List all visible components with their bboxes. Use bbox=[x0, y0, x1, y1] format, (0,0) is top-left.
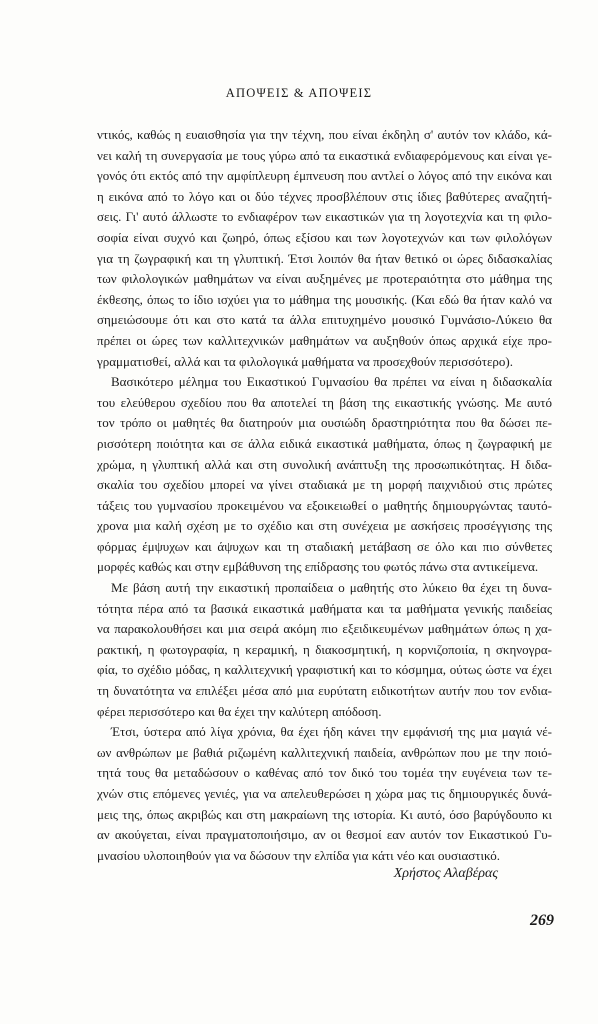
text-line: χνών στις επόμενες γενιές, για να απελευθερώσει η χώρα μας τις δημιουργικές δυνά- bbox=[97, 786, 552, 801]
text-line: τητά τους θα μεταδώσουν ο καθένας από τον δικό του τομέα την ευγένεια των τε- bbox=[97, 765, 552, 781]
text-line: μνασίου υλοποιηθούν για να δώσουν την ελπίδα για κάτι νέο και ουσιαστικό. bbox=[97, 847, 500, 863]
text-line: φόρμας έμψυχων και άψυχων και τη σταδιακή μετάβαση σε όλο και πιο σύνθετες bbox=[97, 538, 552, 554]
article-body bbox=[97, 125, 552, 866]
paragraph bbox=[97, 578, 552, 722]
text-line: φέρει περισσότερο και θα έχει την καλύτερη απόδοση. bbox=[97, 703, 382, 719]
text-line: τάξεις του γυμνασίου προκειμένου να εξοικειωθεί ο μαθητής δημιουργώντας ταυτό- bbox=[97, 497, 552, 513]
paragraph bbox=[97, 372, 552, 578]
text-line: νει καλή τη συνεργασία με τους γύρω από τα εικαστικά ενδιαφερόμενους και είναι γε- bbox=[97, 147, 552, 163]
text-line: του ελεύθερου σχεδίου που θα αποτελεί τη βάση της εικαστικής γνώσης. Με αυτό bbox=[97, 394, 552, 410]
text-line: Βασικότερο μέλημα του Εικαστικού Γυμνασίου θα πρέπει να είναι η διδασκαλία bbox=[111, 374, 552, 390]
text-line: ρισσότερη ποιότητα και σε άλλα ειδικά εικαστικά μαθήματα, όπως η ζωγραφική με bbox=[97, 435, 552, 451]
text-line: τον τρόπο οι μαθητές θα διατηρούν μια ουσιώδη δραστηριότητα που θα δώσει πε- bbox=[97, 415, 552, 431]
text-line: ντικός, καθώς η ευαισθησία για την τέχνη, που είναι έκδηλη σ' αυτόν τον κλάδο, κά- bbox=[97, 127, 552, 142]
text-line: έκθεσης, όπως το ίδιο ισχύει για το μάθημα της μουσικής. (Και εδώ θα ήταν καλό να bbox=[97, 291, 552, 307]
text-line: μορφές καθώς και στην εμβάθυνση της επίδρασης του φωτός πάνω στα αντικείμενα. bbox=[97, 559, 539, 575]
text-line: γραμματισθεί, αλλά και τα φιλολογικά μαθήματα να προσεχθούν περισσότερο). bbox=[97, 353, 513, 369]
text-line: σεις. Γι' αυτό άλλωστε το ενδιαφέρον των εικαστικών για τη λογοτεχνία και τη φιλο- bbox=[97, 209, 552, 225]
text-line: Έτσι, ύστερα από λίγα χρόνια, θα έχει ήδη κάνει την εμφάνισή της μια μαγιά νέ- bbox=[111, 724, 552, 740]
text-line: Με βάση αυτή την εικαστική προπαίδεια ο μαθητής στο λύκειο θα έχει τη δυνα- bbox=[111, 580, 552, 596]
text-line: μεις της, όπως ακριβώς και στη μακραίωνη της ιστορία. Κι αυτό, όσο βαρύγδουπο κι bbox=[97, 806, 552, 822]
text-line: φία, το σχέδιο μόδας, η καλλιτεχνική γραφιστική και το κόσμημα, ούτως ώστε να έχει bbox=[97, 662, 552, 678]
text-line: να παρακολουθήσει και μια σειρά ακόμη πιο εξειδικευμένων μαθημάτων όπως η χα- bbox=[97, 621, 552, 637]
text-line: η εικόνα από το λόγο και οι δύο τέχνες προσβλέπουν στις ίδιες βαθύτερες αναζητή- bbox=[97, 188, 552, 204]
text-line: σκαλία του σχεδίου μπορεί να γίνει σταδιακά με τη μορφή παιχνιδιού στις πρώτες bbox=[97, 477, 552, 493]
text-line: ρακτική, η φωτογραφία, η κεραμική, η διακοσμητική, η κορνιζοποιία, η σκηνογρα- bbox=[97, 641, 552, 657]
text-line: χρώμα, η γλυπτική αλλά και στη συνολική ανάπτυξη της προσωπικότητας. Η διδα- bbox=[97, 456, 552, 472]
text-line: σοφία είναι συχνό και ζωηρό, όπως εξίσου και των λογοτεχνών και των φιλολόγων bbox=[97, 229, 552, 245]
text-line: πρέπει οι ώρες των καλλιτεχνικών μαθημάτων να αυξηθούν όπως αρχικά είχε προ- bbox=[97, 332, 552, 348]
running-header: ΑΠΟΨΕΙΣ & ΑΠΟΨΕΙΣ bbox=[225, 86, 373, 100]
text-line: αν ακούγεται, είναι πραγματοποιήσιμο, αν οι θεσμοί εαν αυτόν τον Εικαστικού Γυ- bbox=[97, 827, 552, 843]
text-line: τότητα πέρα από τα βασικά εικαστικά μαθήματα και τα μαθήματα γενικής παιδείας bbox=[97, 600, 552, 616]
paragraph bbox=[97, 722, 552, 866]
text-line: γονός ότι εκτός από την αμφίπλευρη έμπνευση που αντλεί ο λόγος από την εικόνα και bbox=[97, 168, 552, 184]
text-line: χρονα μια καλή σχέση με το σχέδιο και στη συνέχεια με ασκήσεις προσέγγισης της bbox=[97, 518, 552, 534]
paragraph bbox=[97, 125, 552, 372]
text-line: για τη ζωγραφική και τη γλυπτική. Έτσι λοιπόν θα ήταν θετικό οι ώρες διδασκαλίας bbox=[97, 250, 552, 266]
text-line: σημειώσουμε ότι και στο κατά τα άλλα επιτυχημένο μουσικό Γυμνάσιο-Λύκειο θα bbox=[97, 312, 552, 328]
author-signature: Χρήστος Αλαβέρας bbox=[393, 866, 498, 881]
page-number: 269 bbox=[530, 912, 554, 929]
text-line: ων ανθρώπων με βαθιά ριζωμένη καλλιτεχνική παιδεία, ανθρώπων που με την ποιό- bbox=[97, 744, 552, 760]
text-line: των φιλολογικών μαθημάτων να είναι αυξημένες με προτεραιότητα στο μάθημα της bbox=[97, 271, 552, 287]
text-line: τη δυνατότητα να επιλέξει μέσα από μια ευρύτατη ειδικοτήτων αυτήν που τον ενδια- bbox=[97, 683, 552, 699]
